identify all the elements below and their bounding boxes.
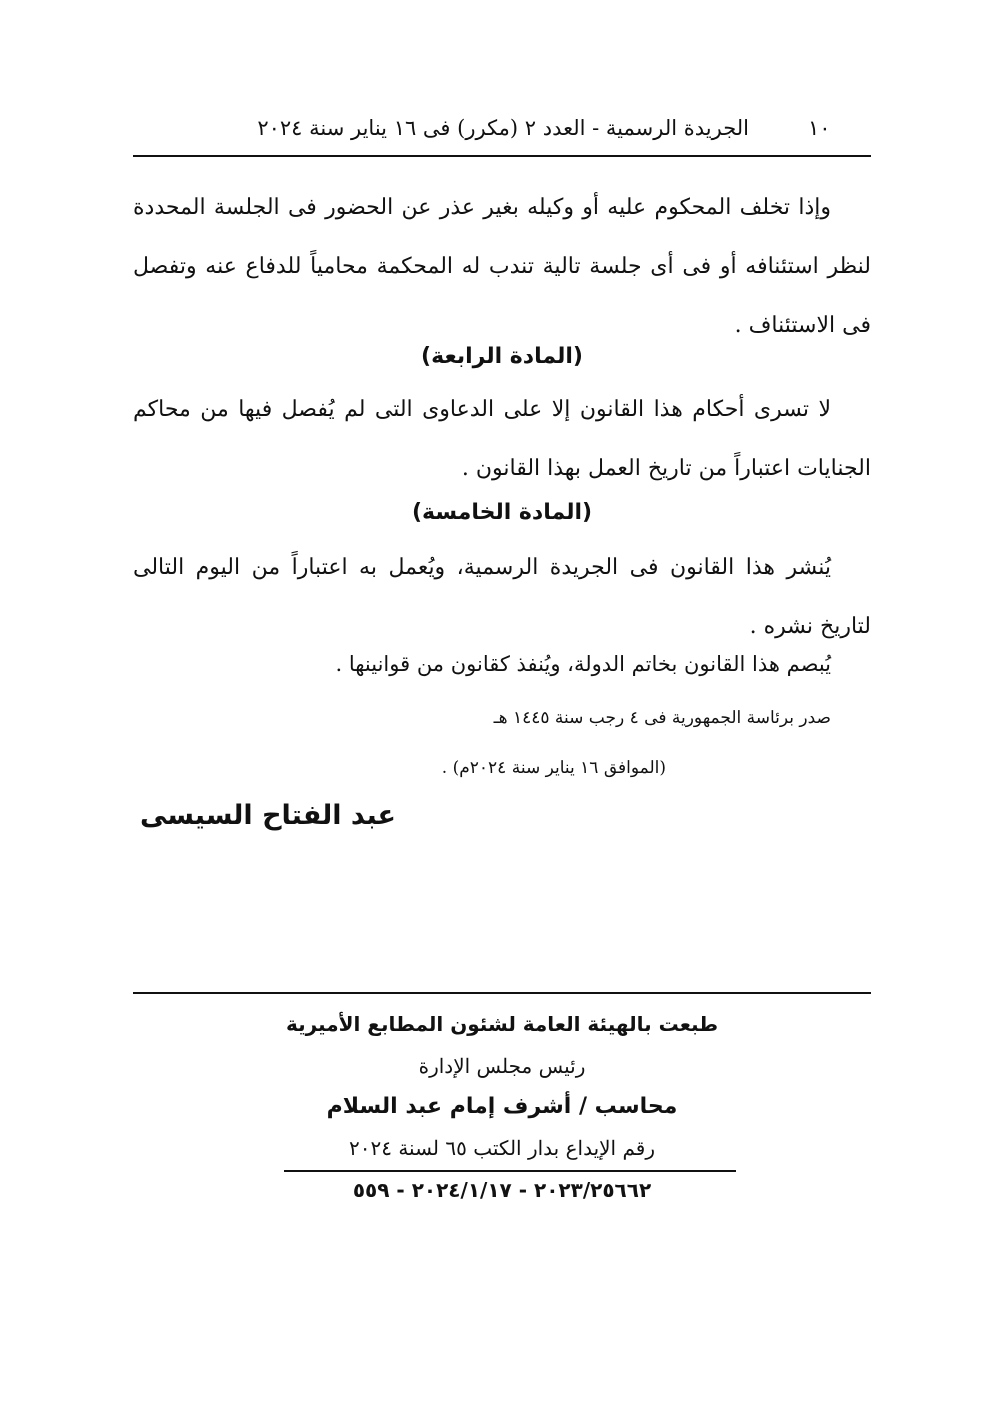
- print-code: ٢٠٢٣/٢٥٦٦٢ - ٢٠٢٤/١/١٧ - ٥٥٩: [352, 1178, 652, 1202]
- paragraph-article-four: لا تسرى أحكام هذا القانون إلا على الدعاوى التى لم يُفصل فيها من محاكم الجنايات اعتباراً من تاريخ العمل بهذا القانون .: [133, 397, 871, 481]
- footer-divider: [133, 992, 871, 994]
- article-four-heading: (المادة الرابعة): [421, 344, 583, 369]
- printed-by: طبعت بالهيئة العامة لشئون المطابع الأميرية: [285, 1012, 719, 1036]
- header-divider: [133, 155, 871, 157]
- article-five-heading: (المادة الخامسة): [411, 500, 593, 525]
- chairman-name: محاسب / أشرف إمام عبد السلام: [326, 1094, 678, 1119]
- header-title: الجريدة الرسمية - العدد ٢ (مكرر) فى ١٦ يناير سنة ٢٠٢٤: [257, 116, 749, 140]
- deposit-number: رقم الإيداع بدار الكتب ٦٥ لسنة ٢٠٢٤: [349, 1136, 655, 1160]
- paragraph-appeal-absence: وإذا تخلف المحكوم عليه أو وكيله بغير عذر عن الحضور فى الجلسة المحددة لنظر استئنافه أو فى أى جلسة تالية تندب له المحكمة محامياً للدفاع عنه وتفصل فى الاستئناف .: [133, 195, 871, 338]
- paragraph-article-five: يُنشر هذا القانون فى الجريدة الرسمية، ويُعمل به اعتباراً من اليوم التالى لتاريخ نشره .: [133, 555, 871, 639]
- page-number: ١٠: [808, 116, 831, 140]
- presidential-signature: عبد الفتاح السيسى: [140, 800, 396, 831]
- corresponding-date: (الموافق ١٦ يناير سنة ٢٠٢٤م) .: [441, 758, 666, 778]
- paragraph-seal: يُبصم هذا القانون بخاتم الدولة، ويُنفذ كقانون من قوانينها .: [335, 652, 831, 676]
- issued-date: صدر برئاسة الجمهورية فى ٤ رجب سنة ١٤٤٥ هـ: [493, 708, 831, 728]
- chairman-title: رئيس مجلس الإدارة: [418, 1054, 586, 1078]
- deposit-underline: [284, 1170, 736, 1172]
